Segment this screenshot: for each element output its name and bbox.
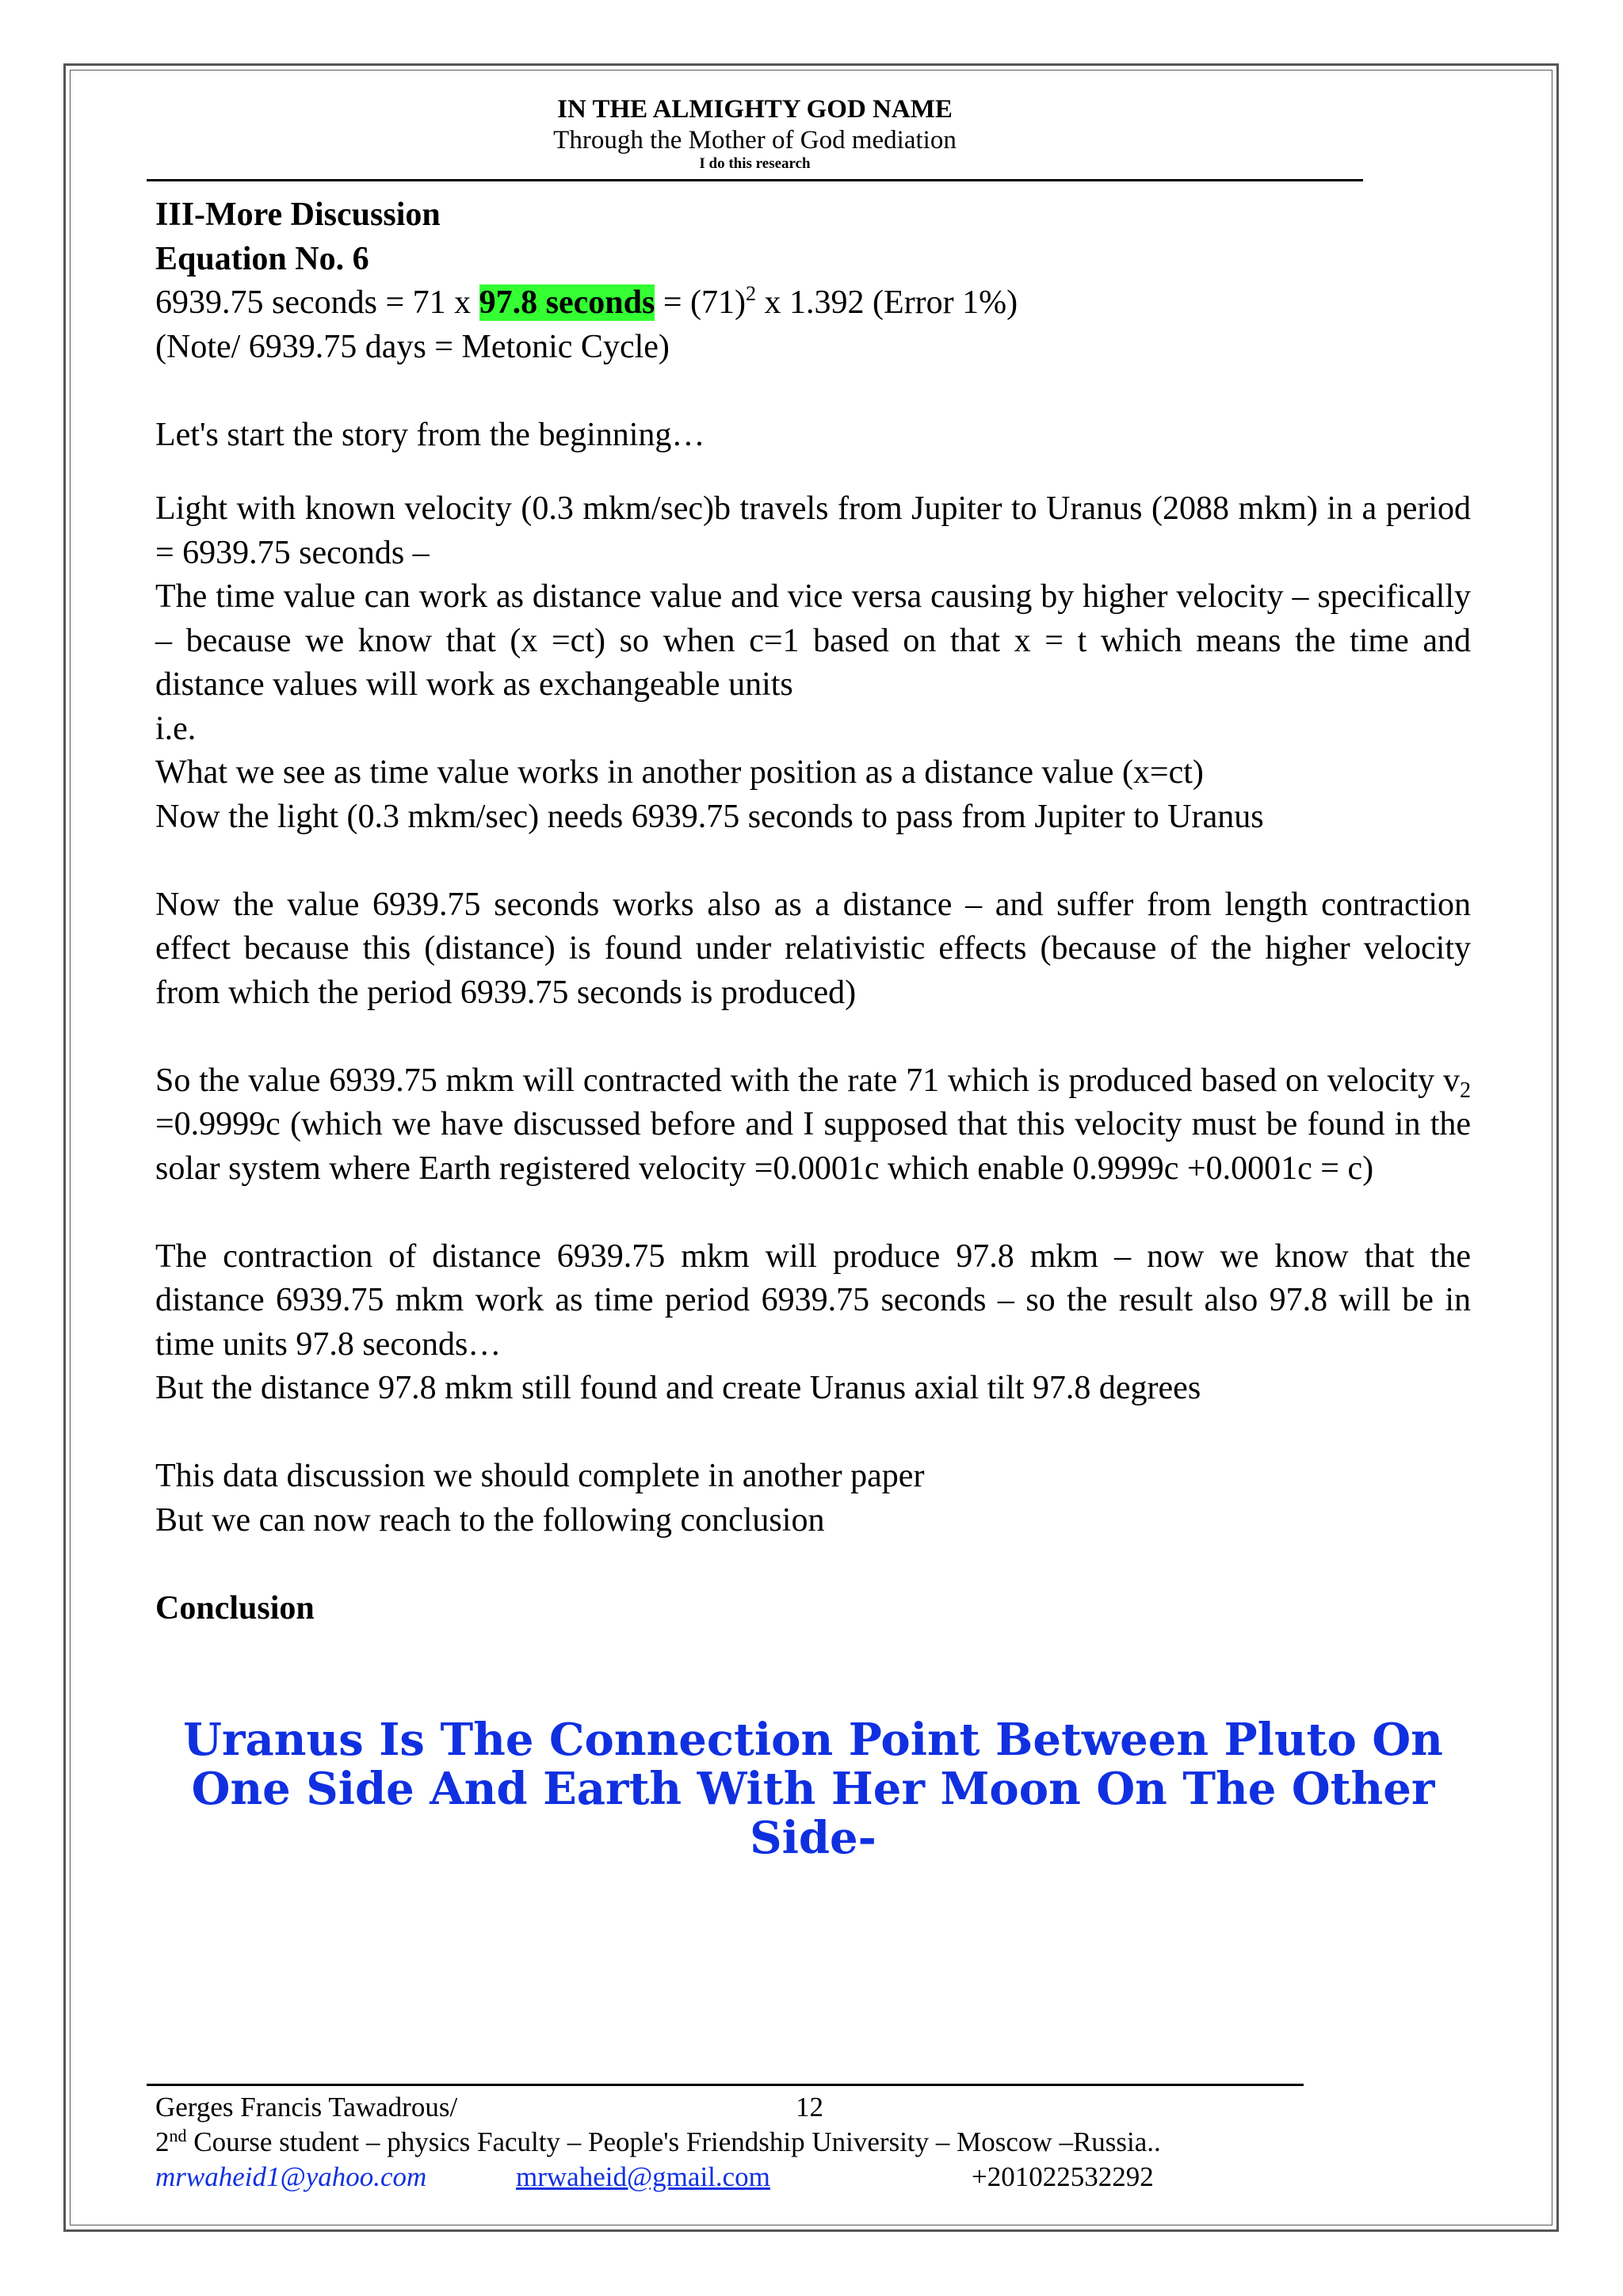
paragraph-reach-conclusion: But we can now reach to the following conclusion <box>155 1501 825 1539</box>
course-ordinal: 2 <box>155 2126 170 2157</box>
course-text: Course student – physics Faculty – People's Friendship University – Moscow –Russia.. <box>186 2126 1161 2157</box>
page-footer <box>155 2090 1392 2195</box>
equation-highlight: 97.8 seconds <box>479 284 655 321</box>
footer-course <box>155 2125 1392 2160</box>
equation-part-2: = (71) <box>655 284 747 321</box>
equation-part-1: 6939.75 seconds = 71 x <box>155 284 479 321</box>
footer-email-yahoo[interactable]: mrwaheid1@yahoo.com <box>155 2161 427 2192</box>
paragraph-light-velocity: Light with known velocity (0.3 mkm/sec)b travels from Jupiter to Uranus (2088 mkm) in a period = 6939.75 seconds – <box>155 490 1471 571</box>
footer-phone: +201022532292 <box>972 2161 1154 2192</box>
conclusion-tagline: Uranus Is The Connection Point Between Pluto On One Side And Earth With Her Moon On The Other Side- <box>183 1714 1443 1864</box>
paragraph-contraction-part-1: So the value 6939.75 mkm will contracted with the rate 71 which is produced based on velocity v <box>155 1062 1460 1099</box>
ie-line: i.e. <box>155 710 197 747</box>
page-header <box>147 93 1363 173</box>
velocity-subscript: 2 <box>1460 1077 1471 1103</box>
paragraph-length-contraction: Now the value 6939.75 seconds works also as a distance – and suffer from length contraction effect because this (distance) is found under relativistic effects (because of the higher velocity from which the period 6939.75 seconds is produced) <box>155 886 1471 1011</box>
page-number: 12 <box>796 2092 823 2122</box>
equation-exponent: 2 <box>746 282 757 305</box>
paragraph-contraction-result: The contraction of distance 6939.75 mkm will produce 97.8 mkm – now we know that the distance 6939.75 mkm work as time period 6939.75 seconds – so the result also 97.8 will be in time units 97.8 seconds… <box>155 1238 1471 1363</box>
course-ordinal-suffix: nd <box>169 2126 187 2145</box>
equation-line <box>155 281 1471 326</box>
paragraph-time-distance: The time value can work as distance value and vice versa causing by higher velocity – specifically – because we know that (x =ct) so when c=1 based on that x = t which means the time and distance values will work as exchangeable units <box>155 578 1471 703</box>
header-divider <box>147 179 1363 181</box>
footer-author: Gerges Francis Tawadrous/ <box>155 2092 458 2122</box>
paragraph-complete-later: This data discussion we should complete in another paper <box>155 1458 925 1494</box>
note-line: (Note/ 6939.75 days = Metonic Cycle) <box>155 328 670 365</box>
intro-line: Let's start the story from the beginning… <box>155 416 705 453</box>
paragraph-contraction-rate <box>155 1059 1480 1192</box>
header-title: IN THE ALMIGHTY GOD NAME <box>557 95 953 124</box>
main-content <box>155 193 1480 1630</box>
header-note: I do this research <box>699 155 811 172</box>
section-title: III-More Discussion <box>155 196 441 233</box>
paragraph-light-needs: Now the light (0.3 mkm/sec) needs 6939.75 seconds to pass from Jupiter to Uranus <box>155 798 1264 835</box>
paragraph-axial-tilt: But the distance 97.8 mkm still found and create Uranus axial tilt 97.8 degrees <box>155 1370 1201 1406</box>
footer-email-gmail[interactable]: mrwaheid@gmail.com <box>516 2161 770 2192</box>
footer-divider <box>147 2084 1304 2086</box>
header-subtitle: Through the Mother of God mediation <box>553 126 957 154</box>
equation-part-3: x 1.392 (Error 1%) <box>756 284 1018 321</box>
paragraph-time-as-distance: What we see as time value works in another position as a distance value (x=ct) <box>155 754 1204 791</box>
paragraph-contraction-part-2: =0.9999c (which we have discussed before and I supposed that this velocity must be found in the solar system where Earth registered velocity =0.0001c which enable 0.9999c +0.0001c = c) <box>155 1062 1480 1187</box>
equation-title: Equation No. 6 <box>155 240 369 277</box>
conclusion-title: Conclusion <box>155 1589 315 1627</box>
